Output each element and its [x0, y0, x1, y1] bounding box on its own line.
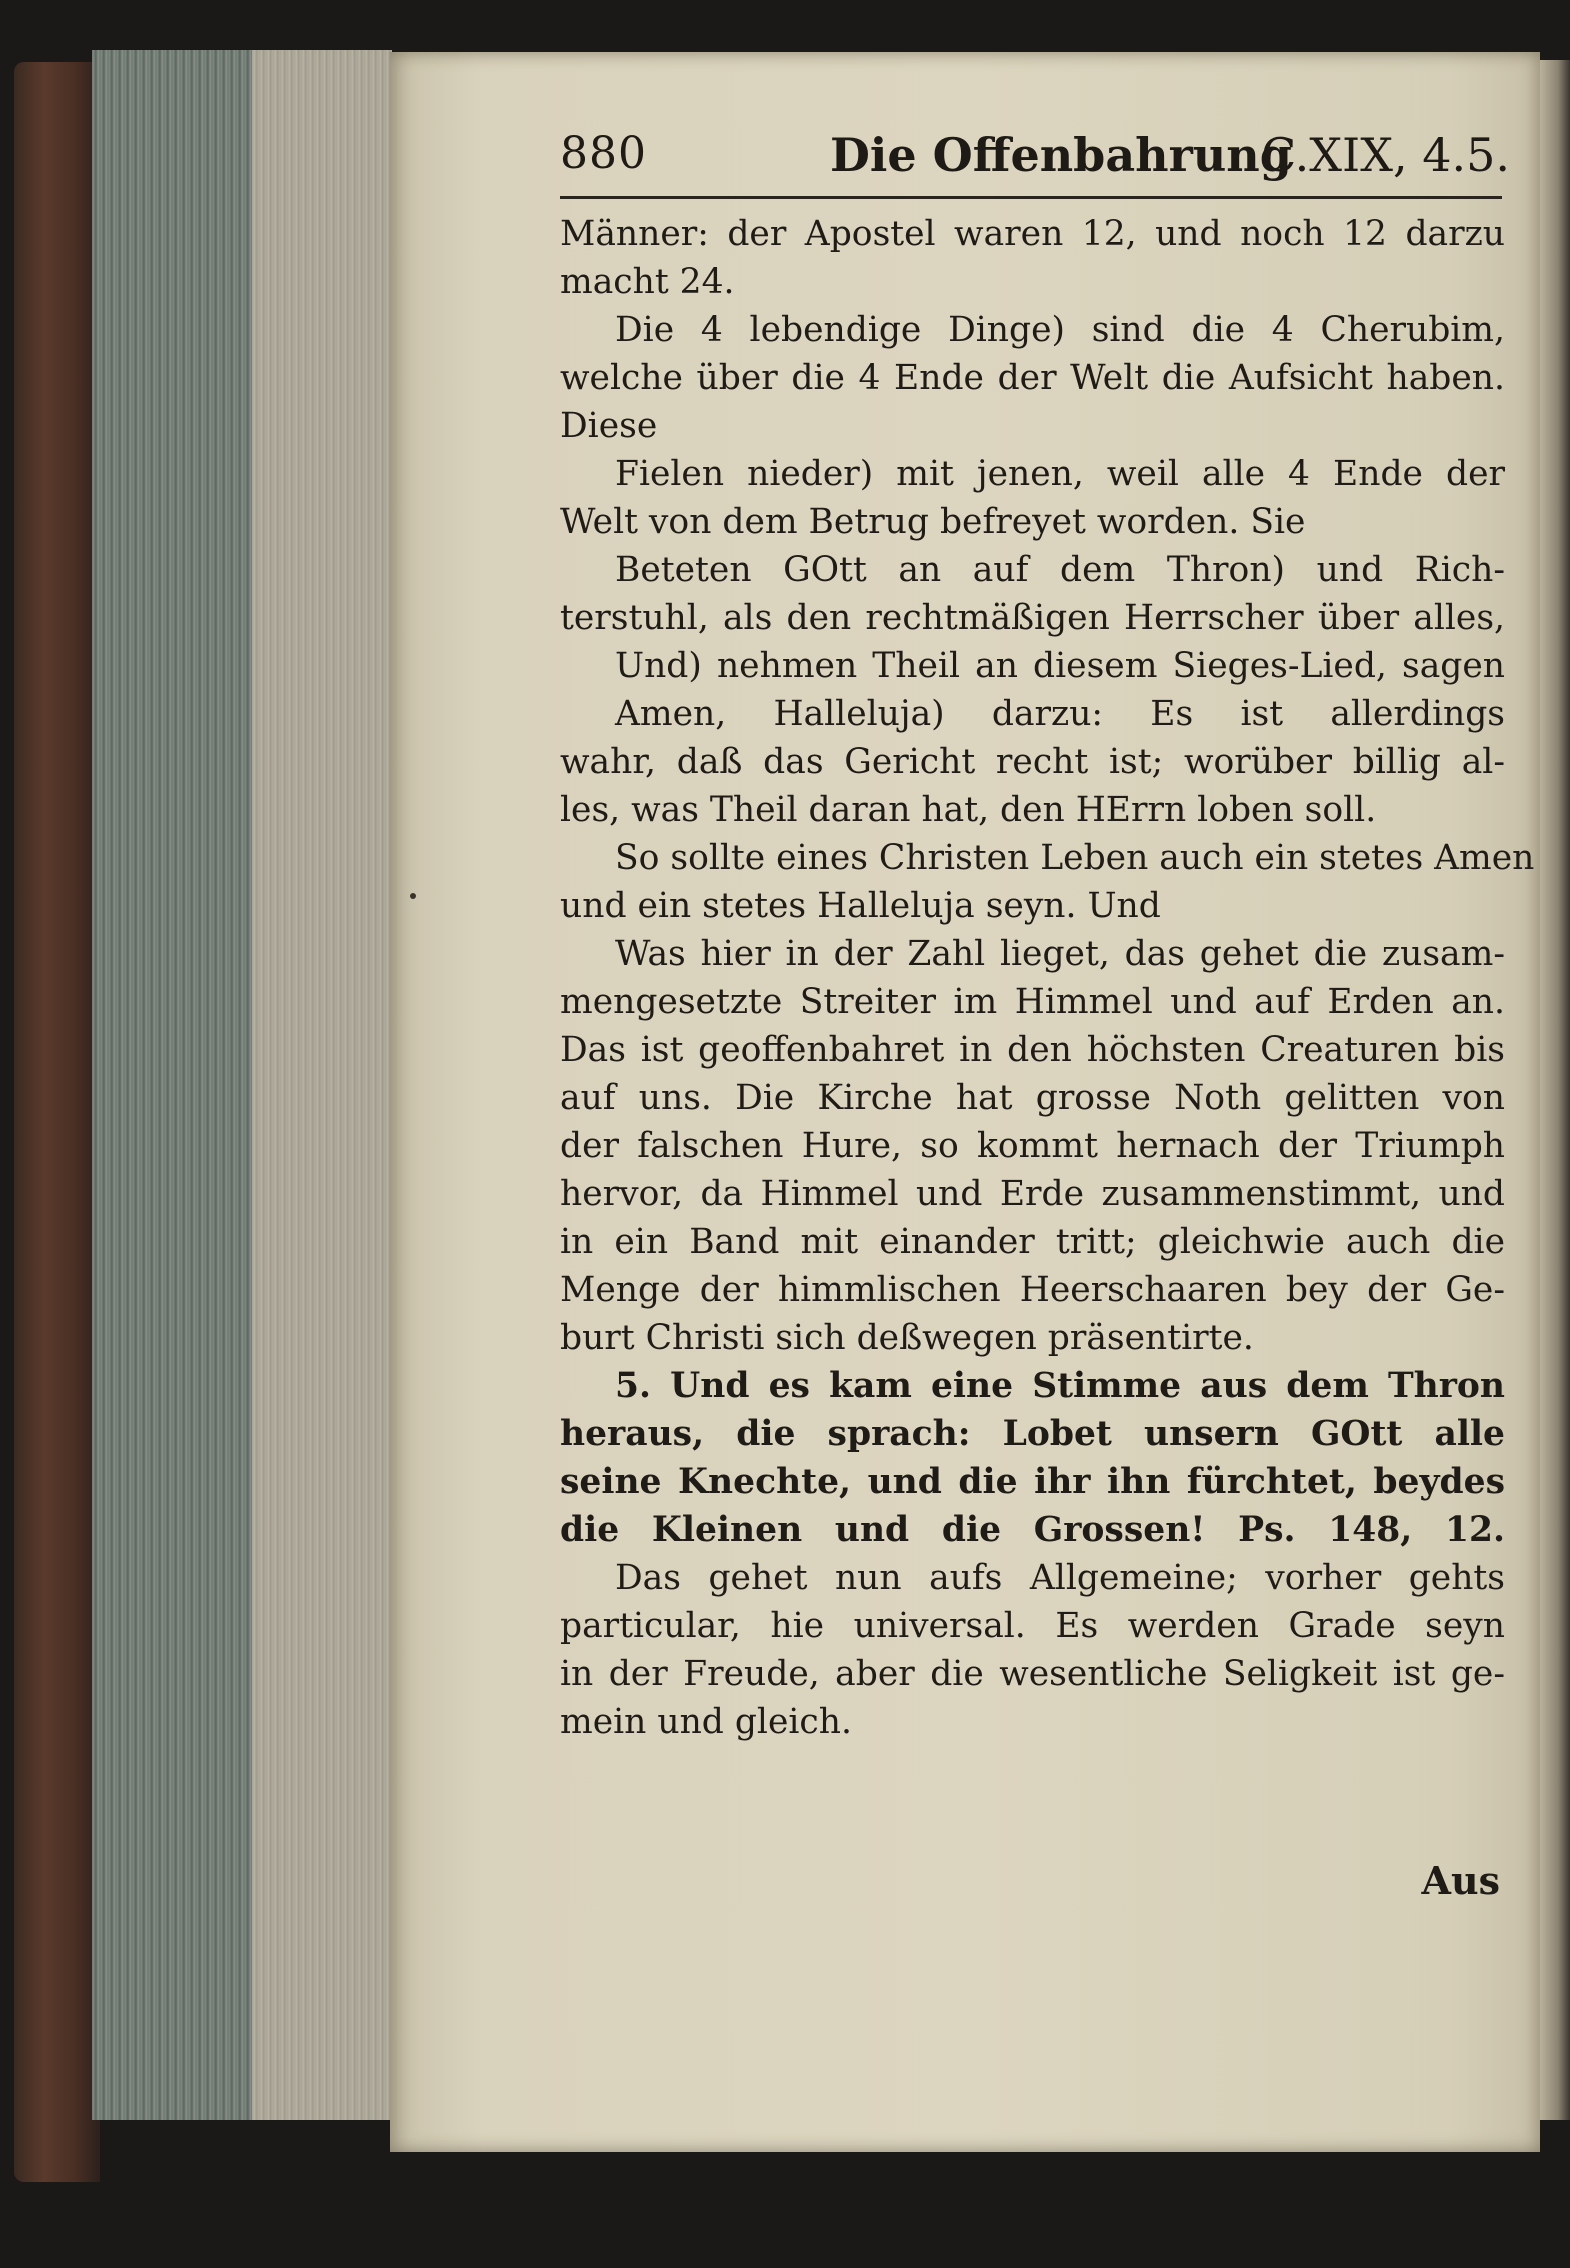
- text-line: auf uns. Die Kirche hat grosse Noth gelitten von: [560, 1078, 1505, 1118]
- page-number: 880: [560, 128, 647, 179]
- text-line: Was hier in der Zahl lieget, das gehet die zusam-: [615, 934, 1505, 974]
- text-line: welche über die 4 Ende der Welt die Aufsicht haben.: [560, 358, 1505, 398]
- text-line: Die 4 lebendige Dinge) sind die 4 Cherubim,: [615, 310, 1505, 350]
- text-line: Männer: der Apostel waren 12, und noch 12 darzu: [560, 214, 1505, 254]
- text-line: in der Freude, aber die wesentliche Seligkeit ist ge-: [560, 1654, 1505, 1694]
- text-line: Diese: [560, 406, 658, 446]
- text-line: mein und gleich.: [560, 1702, 852, 1742]
- verse-line: die Kleinen und die Grossen! Ps. 148, 12.: [560, 1510, 1505, 1550]
- header-rule: [560, 196, 1502, 199]
- text-line: terstuhl, als den rechtmäßigen Herrscher über alles,: [560, 598, 1505, 638]
- chapter-reference: C.XIX, 4.5.: [1261, 128, 1510, 182]
- text-line: Welt von dem Betrug befreyet worden. Sie: [560, 502, 1306, 542]
- verse-line: seine Knechte, und die ihr ihn fürchtet, beydes: [560, 1462, 1505, 1502]
- text-line: Amen, Halleluja) darzu: Es ist allerdings: [615, 694, 1505, 734]
- text-line: les, was Theil daran hat, den HErrn loben soll.: [560, 790, 1377, 830]
- text-line: und ein stetes Halleluja seyn. Und: [560, 886, 1161, 926]
- text-line: particular, hie universal. Es werden Grade seyn: [560, 1606, 1505, 1646]
- text-line: in ein Band mit einander tritt; gleichwie auch die: [560, 1222, 1505, 1262]
- verse-line: heraus, die sprach: Lobet unsern GOtt alle: [560, 1414, 1505, 1454]
- page-title: Die Offenbahrung: [830, 128, 1292, 182]
- text-line: Fielen nieder) mit jenen, weil alle 4 Ende der: [615, 454, 1505, 494]
- text-line: Beteten GOtt an auf dem Thron) und Rich-: [615, 550, 1505, 590]
- page-edge: [1540, 60, 1570, 2120]
- page-stack: [92, 50, 392, 2120]
- text-line: macht 24.: [560, 262, 735, 302]
- text-line: Das ist geoffenbahret in den höchsten Creaturen bis: [560, 1030, 1505, 1070]
- running-header: [560, 128, 1510, 188]
- text-line: wahr, daß das Gericht recht ist; worüber billig al-: [560, 742, 1505, 782]
- text-line: Und) nehmen Theil an diesem Sieges-Lied, sagen: [615, 646, 1505, 686]
- text-line: Das gehet nun aufs Allgemeine; vorher gehts: [615, 1558, 1505, 1598]
- text-line: hervor, da Himmel und Erde zusammenstimmt, und: [560, 1174, 1505, 1214]
- body-text: [560, 210, 1535, 1746]
- text-line: mengesetzte Streiter im Himmel und auf Erden an.: [560, 982, 1505, 1022]
- verse-line: 5. Und es kam eine Stimme aus dem Thron: [615, 1366, 1505, 1406]
- text-line: der falschen Hure, so kommt hernach der Triumph: [560, 1126, 1505, 1166]
- margin-mark: [410, 893, 416, 899]
- text-line: Menge der himmlischen Heerschaaren bey der Ge-: [560, 1270, 1505, 1310]
- text-line: So sollte eines Christen Leben auch ein stetes Amen: [615, 838, 1535, 878]
- book-cover: [14, 62, 100, 2182]
- catchword: Aus: [1421, 1858, 1500, 1903]
- text-line: burt Christi sich deßwegen präsentirte.: [560, 1318, 1254, 1358]
